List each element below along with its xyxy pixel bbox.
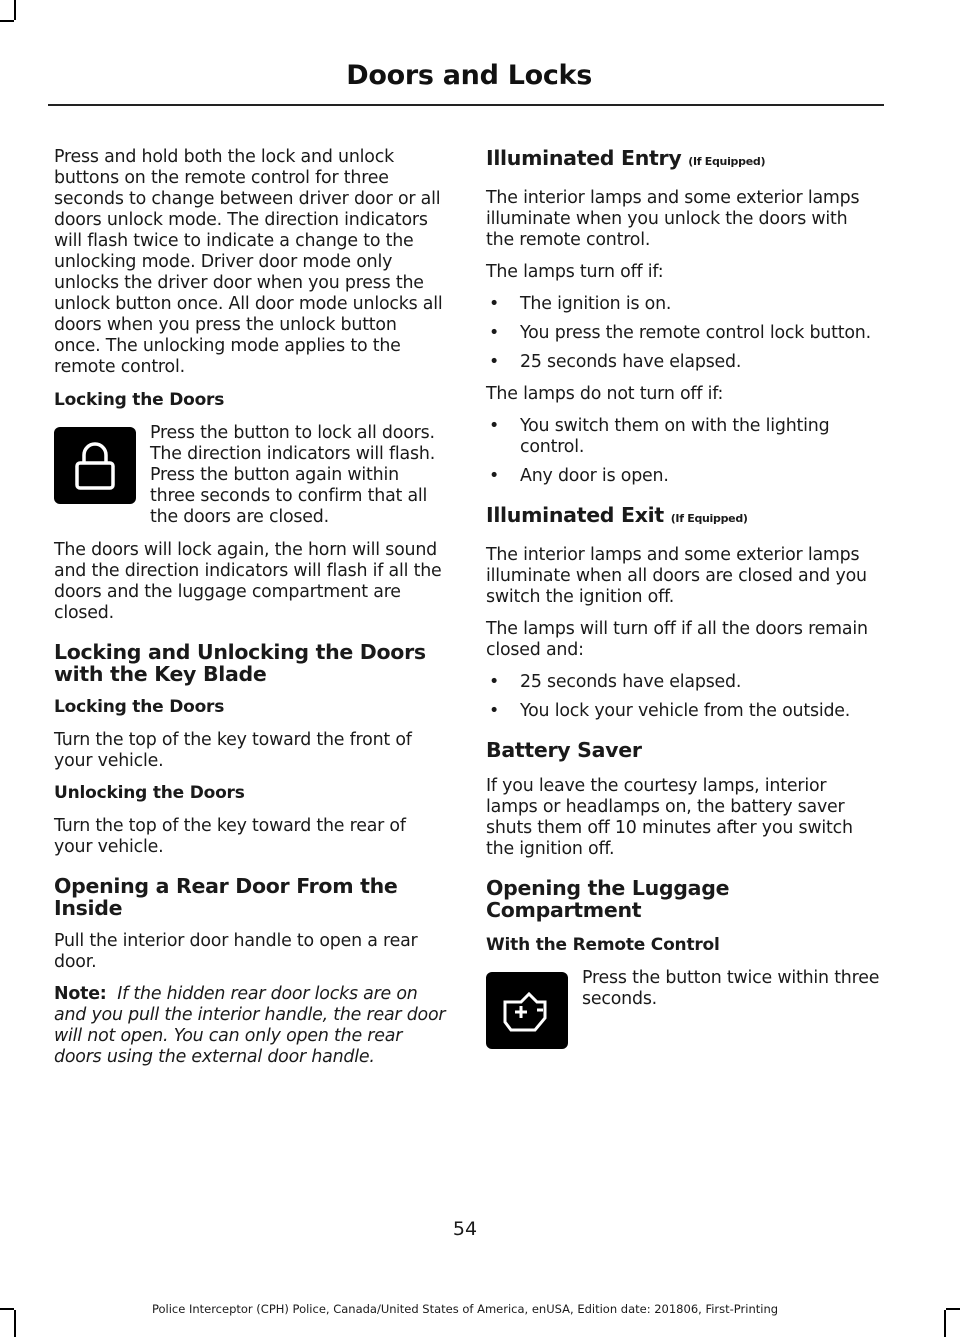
crop-mark [14,0,16,20]
page-number: 54 [452,1218,478,1240]
illuminated-exit-title: Illuminated Exit [486,503,664,527]
note-paragraph [54,984,448,1068]
intro-paragraph: Press and hold both the lock and unlock buttons on the remote control for three seconds to change between driver door or all doors unlock mode. The direction indicators will flash twice to indicate a change to the unlocking mode. Driver door mode only unlocks the driver door when you press the unlock button once. All door mode unlocks all doors when you press the unlock button once. The unlocking mode applies to the remote control. [54,147,443,377]
battery-saver-text: If you leave the courtesy lamps, interior lamps or headlamps on, the battery saver shuts them off 10 minutes after you switch the ignition off. [486,776,853,859]
rear-door-text: Pull the interior door handle to open a rear door. [54,931,418,972]
kb-unlocking-heading: Unlocking the Doors [54,783,245,803]
kb-unlocking-text: Turn the top of the key toward the rear of your vehicle. [54,816,406,857]
illuminated-entry-heading [486,147,880,173]
turn-off-if: The lamps turn off if: [486,262,664,282]
locking-text: Press the button to lock all doors. The direction indicators will flash. Press the button again within three seconds to confirm that all the doors are closed. [150,423,436,527]
crop-mark [944,1310,946,1337]
not-turn-off-if: The lamps do not turn off if: [486,384,724,404]
if-equipped-label: (If Equipped) [688,155,766,168]
kb-locking-heading: Locking the Doors [54,697,225,717]
list-item: • The ignition is on. [489,294,672,314]
header-divider [48,104,884,106]
trunk-section [486,968,880,1010]
battery-saver-heading: Battery Saver [486,738,642,762]
list-item: • You lock your vehicle from the outside. [489,701,851,721]
remote-text: Press the button twice within three seconds. [582,968,880,1009]
note-text: If the hidden rear door locks are on and you pull the interior handle, the rear door will not open. You can only open the rear doors using the external door handle. [54,984,446,1067]
illuminated-entry-title: Illuminated Entry [486,146,682,170]
left-column [54,147,448,1079]
edition-footer: Police Interceptor (CPH) Police, Canada/United States of America, enUSA, Edition date: 201806, First-Printing [151,1302,779,1316]
crop-mark [946,1308,960,1310]
not-turn-off-list [486,416,880,487]
illuminated-entry-text: The interior lamps and some exterior lamps illuminate when you unlock the doors with the remote control. [486,188,860,250]
illuminated-exit-heading [486,504,880,530]
list-item: • You press the remote control lock button. [489,323,871,343]
luggage-heading: Opening the Luggage Compartment [486,876,730,922]
turn-off-list [486,294,880,373]
list-item: • 25 seconds have elapsed. [489,352,742,372]
list-item: • You switch them on with the lighting control. [489,416,830,457]
exit-turn-off: The lamps will turn off if all the doors remain closed and: [486,619,868,660]
note-label: Note: [54,984,107,1004]
list-item: • 25 seconds have elapsed. [489,672,742,692]
page-title: Doors and Locks [346,60,592,91]
crop-mark [0,20,14,22]
relock-text: The doors will lock again, the horn will sound and the direction indicators will flash if all the doors and the luggage compartment are closed. [54,540,442,623]
illuminated-exit-text: The interior lamps and some exterior lamps illuminate when all doors are closed and you switch the ignition off. [486,545,867,607]
locking-section [54,423,448,528]
locking-heading: Locking the Doors [54,390,225,410]
right-column [486,147,880,1053]
rear-door-heading: Opening a Rear Door From the Inside [54,874,398,920]
remote-control-heading: With the Remote Control [486,935,720,955]
if-equipped-label: (If Equipped) [670,512,748,525]
lock-icon [54,427,136,504]
exit-list [486,672,880,722]
kb-locking-text: Turn the top of the key toward the front of your vehicle. [54,730,412,771]
key-blade-heading: Locking and Unlocking the Doors with the Key Blade [54,640,426,686]
trunk-release-icon [486,972,568,1049]
list-item: • Any door is open. [489,466,669,486]
